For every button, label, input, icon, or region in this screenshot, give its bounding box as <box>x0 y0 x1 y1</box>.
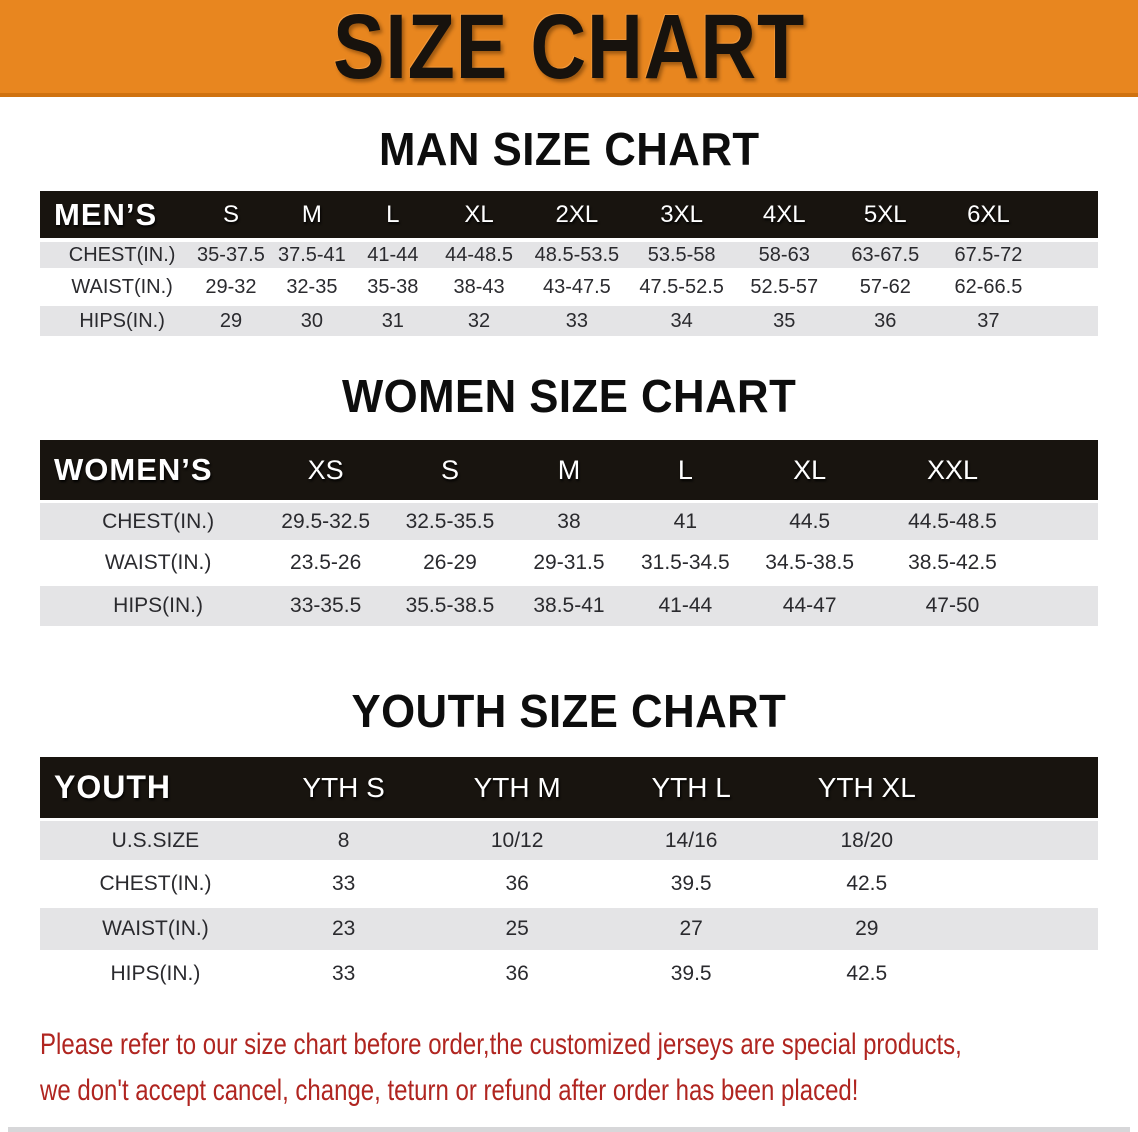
men-cell-2-1: 30 <box>272 306 352 340</box>
youth-cell-2-3: 29 <box>778 908 955 953</box>
women-cell-2-5: 47-50 <box>876 586 1029 629</box>
men-cell-0-4: 48.5-53.5 <box>525 238 630 272</box>
women-table-row-0 <box>40 500 1098 543</box>
youth-table-row-3 <box>40 953 1098 998</box>
youth-row-label-0: U.S.SIZE <box>40 818 257 863</box>
men-cell-2-3: 32 <box>434 306 525 340</box>
women-header-spacer <box>1029 440 1098 500</box>
men-cell-2-7: 36 <box>835 306 937 340</box>
men-row-spacer-1 <box>1041 272 1098 306</box>
order-disclaimer <box>40 1022 1112 1114</box>
youth-cell-2-0: 23 <box>257 908 431 953</box>
youth-header-row <box>40 757 1098 818</box>
youth-header-spacer <box>955 757 1098 818</box>
youth-cell-1-1: 36 <box>430 863 604 908</box>
women-group-label: WOMEN’S <box>40 440 262 500</box>
youth-row-label-2: WAIST(IN.) <box>40 908 257 953</box>
men-cell-1-2: 35-38 <box>352 272 433 306</box>
youth-cell-3-0: 33 <box>257 953 431 998</box>
men-col-header-7: 5XL <box>835 191 937 238</box>
women-col-header-2: M <box>511 440 627 500</box>
banner-title: SIZE CHART <box>332 0 806 98</box>
women-header-row <box>40 440 1098 500</box>
women-cell-0-3: 41 <box>627 500 743 543</box>
youth-cell-1-2: 39.5 <box>604 863 779 908</box>
women-cell-0-4: 44.5 <box>744 500 876 543</box>
youth-cell-2-2: 27 <box>604 908 779 953</box>
women-cell-2-4: 44-47 <box>744 586 876 629</box>
youth-size-table <box>40 757 1098 998</box>
youth-col-header-1: YTH M <box>430 757 604 818</box>
men-col-header-2: L <box>352 191 433 238</box>
women-cell-1-2: 29-31.5 <box>511 543 627 586</box>
youth-row-spacer-1 <box>955 863 1098 908</box>
man-section-title: MAN SIZE CHART <box>378 123 760 175</box>
men-table-row-1 <box>40 272 1098 306</box>
mens-size-table <box>40 191 1098 340</box>
men-row-label-1: WAIST(IN.) <box>40 272 190 306</box>
women-row-label-1: WAIST(IN.) <box>40 543 262 586</box>
men-cell-1-6: 52.5-57 <box>734 272 835 306</box>
women-cell-0-0: 29.5-32.5 <box>262 500 389 543</box>
youth-group-label: YOUTH <box>40 757 257 818</box>
youth-row-spacer-3 <box>955 953 1098 998</box>
men-table-row-2 <box>40 306 1098 340</box>
women-row-label-0: CHEST(IN.) <box>40 500 262 543</box>
men-row-label-0: CHEST(IN.) <box>40 238 190 272</box>
women-cell-1-3: 31.5-34.5 <box>627 543 743 586</box>
women-section-title: WOMEN SIZE CHART <box>341 370 797 422</box>
women-row-spacer-1 <box>1029 543 1098 586</box>
women-col-header-3: L <box>627 440 743 500</box>
youth-cell-0-1: 10/12 <box>430 818 604 863</box>
men-col-header-1: M <box>272 191 352 238</box>
men-cell-0-8: 67.5-72 <box>936 238 1041 272</box>
men-cell-1-8: 62-66.5 <box>936 272 1041 306</box>
size-chart-banner <box>0 0 1138 97</box>
women-cell-1-5: 38.5-42.5 <box>876 543 1029 586</box>
youth-row-label-3: HIPS(IN.) <box>40 953 257 998</box>
disclaimer-line-1: Please refer to our size chart before order,the customized jerseys are special products, <box>40 1028 962 1061</box>
women-row-spacer-2 <box>1029 586 1098 629</box>
women-cell-0-1: 32.5-35.5 <box>389 500 511 543</box>
men-cell-1-0: 29-32 <box>190 272 271 306</box>
youth-row-spacer-0 <box>955 818 1098 863</box>
youth-col-header-0: YTH S <box>257 757 431 818</box>
men-cell-2-6: 35 <box>734 306 835 340</box>
men-cell-0-3: 44-48.5 <box>434 238 525 272</box>
men-cell-2-4: 33 <box>525 306 630 340</box>
men-cell-1-3: 38-43 <box>434 272 525 306</box>
women-col-header-4: XL <box>744 440 876 500</box>
men-table-row-0 <box>40 238 1098 272</box>
youth-cell-3-2: 39.5 <box>604 953 779 998</box>
women-col-header-1: S <box>389 440 511 500</box>
men-row-spacer-2 <box>1041 306 1098 340</box>
youth-col-header-2: YTH L <box>604 757 779 818</box>
men-cell-1-1: 32-35 <box>272 272 352 306</box>
youth-col-header-3: YTH XL <box>778 757 955 818</box>
youth-cell-1-3: 42.5 <box>778 863 955 908</box>
youth-cell-0-0: 8 <box>257 818 431 863</box>
women-cell-0-5: 44.5-48.5 <box>876 500 1029 543</box>
youth-cell-0-2: 14/16 <box>604 818 779 863</box>
men-cell-1-7: 57-62 <box>835 272 937 306</box>
men-row-spacer-0 <box>1041 238 1098 272</box>
women-cell-2-3: 41-44 <box>627 586 743 629</box>
youth-cell-2-1: 25 <box>430 908 604 953</box>
men-cell-2-8: 37 <box>936 306 1041 340</box>
women-cell-2-2: 38.5-41 <box>511 586 627 629</box>
women-table-row-1 <box>40 543 1098 586</box>
youth-cell-0-3: 18/20 <box>778 818 955 863</box>
men-col-header-0: S <box>190 191 271 238</box>
youth-table-row-1 <box>40 863 1098 908</box>
men-cell-0-6: 58-63 <box>734 238 835 272</box>
women-cell-2-1: 35.5-38.5 <box>389 586 511 629</box>
women-row-spacer-0 <box>1029 500 1098 543</box>
youth-row-spacer-2 <box>955 908 1098 953</box>
women-table-row-2 <box>40 586 1098 629</box>
men-cell-1-5: 47.5-52.5 <box>629 272 734 306</box>
men-cell-0-0: 35-37.5 <box>190 238 271 272</box>
women-cell-1-1: 26-29 <box>389 543 511 586</box>
men-cell-0-5: 53.5-58 <box>629 238 734 272</box>
men-cell-0-2: 41-44 <box>352 238 433 272</box>
women-col-header-0: XS <box>262 440 389 500</box>
men-col-header-4: 2XL <box>525 191 630 238</box>
women-cell-1-0: 23.5-26 <box>262 543 389 586</box>
men-header-row <box>40 191 1098 238</box>
men-col-header-6: 4XL <box>734 191 835 238</box>
men-cell-2-2: 31 <box>352 306 433 340</box>
women-cell-0-2: 38 <box>511 500 627 543</box>
womens-size-table <box>40 440 1098 629</box>
women-cell-2-0: 33-35.5 <box>262 586 389 629</box>
women-cell-1-4: 34.5-38.5 <box>744 543 876 586</box>
youth-row-label-1: CHEST(IN.) <box>40 863 257 908</box>
women-col-header-5: XXL <box>876 440 1029 500</box>
women-row-label-2: HIPS(IN.) <box>40 586 262 629</box>
youth-cell-1-0: 33 <box>257 863 431 908</box>
youth-cell-3-1: 36 <box>430 953 604 998</box>
men-cell-2-5: 34 <box>629 306 734 340</box>
men-cell-1-4: 43-47.5 <box>525 272 630 306</box>
men-col-header-8: 6XL <box>936 191 1041 238</box>
men-header-spacer <box>1041 191 1098 238</box>
men-col-header-5: 3XL <box>629 191 734 238</box>
men-cell-0-7: 63-67.5 <box>835 238 937 272</box>
men-col-header-3: XL <box>434 191 525 238</box>
bottom-edge-strip <box>8 1127 1130 1132</box>
disclaimer-line-2: we don't accept cancel, change, teturn or refund after order has been placed! <box>40 1074 859 1107</box>
youth-table-row-0 <box>40 818 1098 863</box>
youth-table-row-2 <box>40 908 1098 953</box>
youth-cell-3-3: 42.5 <box>778 953 955 998</box>
youth-section-title: YOUTH SIZE CHART <box>351 685 787 737</box>
men-cell-2-0: 29 <box>190 306 271 340</box>
men-row-label-2: HIPS(IN.) <box>40 306 190 340</box>
men-cell-0-1: 37.5-41 <box>272 238 352 272</box>
men-group-label: MEN’S <box>40 191 190 238</box>
